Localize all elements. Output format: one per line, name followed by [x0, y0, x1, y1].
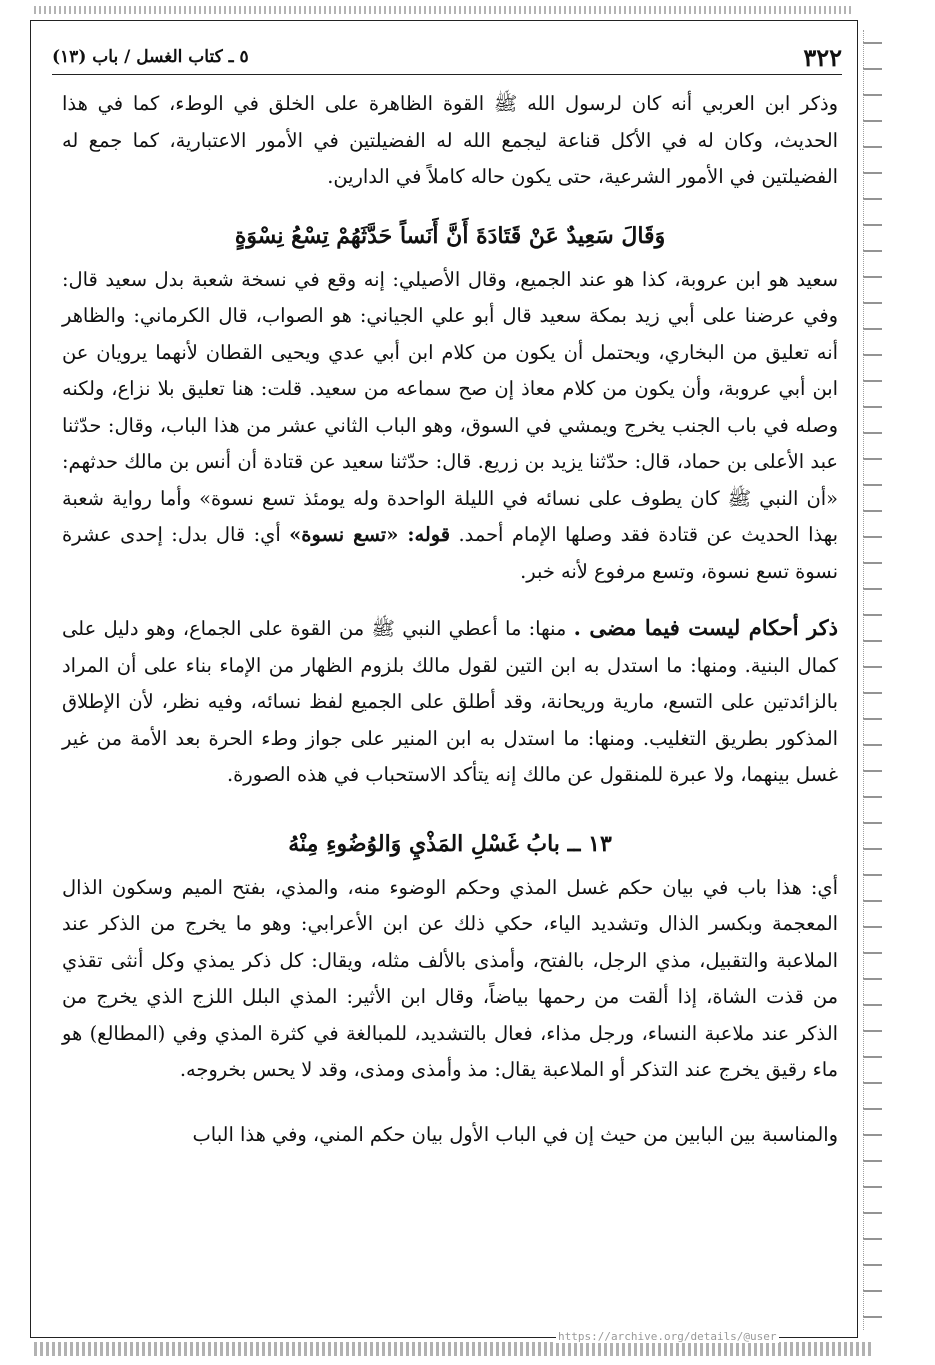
paragraph-text: أي: قال بدل: إحدى عشرة نسوة تسع نسوة، وتسع مرفوع لأنه خبر.	[62, 523, 838, 583]
running-title: ٥ ـ كتاب الغسل / باب (١٣)	[52, 47, 249, 67]
paragraph: والمناسبة بين البابين من حيث إن في الباب الأول بيان حكم المني، وفي هذا الباب	[192, 1122, 838, 1146]
paragraph: أي: هذا باب في بيان حكم غسل المذي وحكم الوضوء منه، والمذي، بفتح الميم وسكون الذال المعجمة وبكسر الذال وتشديد الياء، حكي ذلك عن ابن الأعرابي: وهو ما يخرج من الذكر عند الملاعبة والتقبيل، مذي الرجل، بالفتح، وأمذى بالألف مثله، ويقال: كل ذكر يمذي وكل أنثى تقذي من قذت الشاة، إذا ألقت من رحمها بياضاً، وقال ابن الأثير: المذي البلل اللزج الذي يخرج من الذكر عند ملاعبة النساء، ورجل مذاء، فعال بالتشديد، للمبالغة في كثرة المذي وفي (المطالع) هو ماء رقيق يخرج عند التذكر أو الملاعبة يقال: مذ وأمذى ومذى، وقد لا يحس بخروجه.	[62, 875, 838, 1081]
right-border-ornament	[863, 30, 882, 1330]
spacer	[62, 590, 838, 610]
page-header	[52, 40, 842, 75]
spacer	[62, 1089, 838, 1117]
page-number: ٣٢٢	[803, 42, 842, 72]
section-heading: وَقَالَ سَعِيدٌ عَنْ قَتَادَةَ أَنَّ أَنَساً حَدَّثَهُمْ تِسْعُ نِسْوَةٍ	[234, 222, 666, 249]
paragraph-text: سعيد هو ابن عروبة، كذا هو عند الجميع، وقال الأصيلي: إنه وقع في نسخة شعبة بدل سعيد قال: وفي عرضنا على أبي زيد بمكة سعيد قال أبو علي الجياني: هو الصواب، قال الكرماني: والظاهر أنه تعليق من البخاري، ويحتمل أن يكون من كلام ابن أبي عدي ويحيى القطان لأنهما يرويان عن ابن أبي عروبة، وأن يكون من كلام معاذ إن صح سماعه من سعيد. قلت: هنا تعليق بلا نزاع، ولكنه وصله في باب الجنب يخرج ويمشي في السوق، وهو الباب الثاني عشر من هذا الباب، وقال: حدّثنا عبد الأعلى بن حماد، قال: حدّثنا يزيد بن زريع. قال: حدّثنا سعيد عن قتادة أن أنس بن مالك حدثهم: «أن النبي ﷺ كان يطوف على نسائه في الليلة الواحدة وله يومئذ تسع نسوة» وأما رواية شعبة بهذا الحديث عن قتادة فقد وصلها الإمام أحمد.	[62, 267, 839, 546]
page-content	[62, 86, 838, 1153]
rulings-lead: ذكر أحكام ليست فيما مضى .	[573, 615, 838, 640]
paragraph-text: منها: ما أعطي النبي ﷺ من القوة على الجماع، وهو دليل على كمال البنية. ومنها: ما استدل به ابن التين لقول مالك بلزوم الظهار من الإماء بناء على أن المراد بالزائدتين على التسع، مارية وريحانة، وقد أطلق على الجميع لفظ نسائه، وفيه نظر، لأن الإطلاق المذكور بطريق التغليب. ومنها: ما استدل به ابن المنير على جواز وطء الحرة بعد الأمة من غير غسل بينهما، ولا عبرة للمنقول عن مالك إنه يتأكد الاستحباب في هذه الصورة.	[62, 617, 838, 786]
paragraph: وذكر ابن العربي أنه كان لرسول الله ﷺ القوة الظاهرة على الخلق في الوطء، كما في هذا الحديث، وكان له في الأكل قناعة ليجمع الله له الفضيلتين في الأمور الاعتبارية، كما جمع له الفضيلتين في الأمور الشرعية، حتى يكون حاله كاملاً في الدارين.	[62, 92, 838, 188]
top-border-ornament	[34, 6, 854, 14]
chapter-heading: ١٣ ــ بابُ غَسْلِ المَذْيِ وَالوُضُوءِ مِنْهُ	[288, 830, 612, 857]
paragraph	[62, 262, 838, 591]
qawluhu-label: قوله: «تسع نسوة»	[289, 523, 451, 546]
bottom-border-ornament	[34, 1342, 874, 1356]
paragraph	[62, 610, 838, 794]
watermark-url: https://archive.org/details/@user	[558, 1330, 777, 1343]
